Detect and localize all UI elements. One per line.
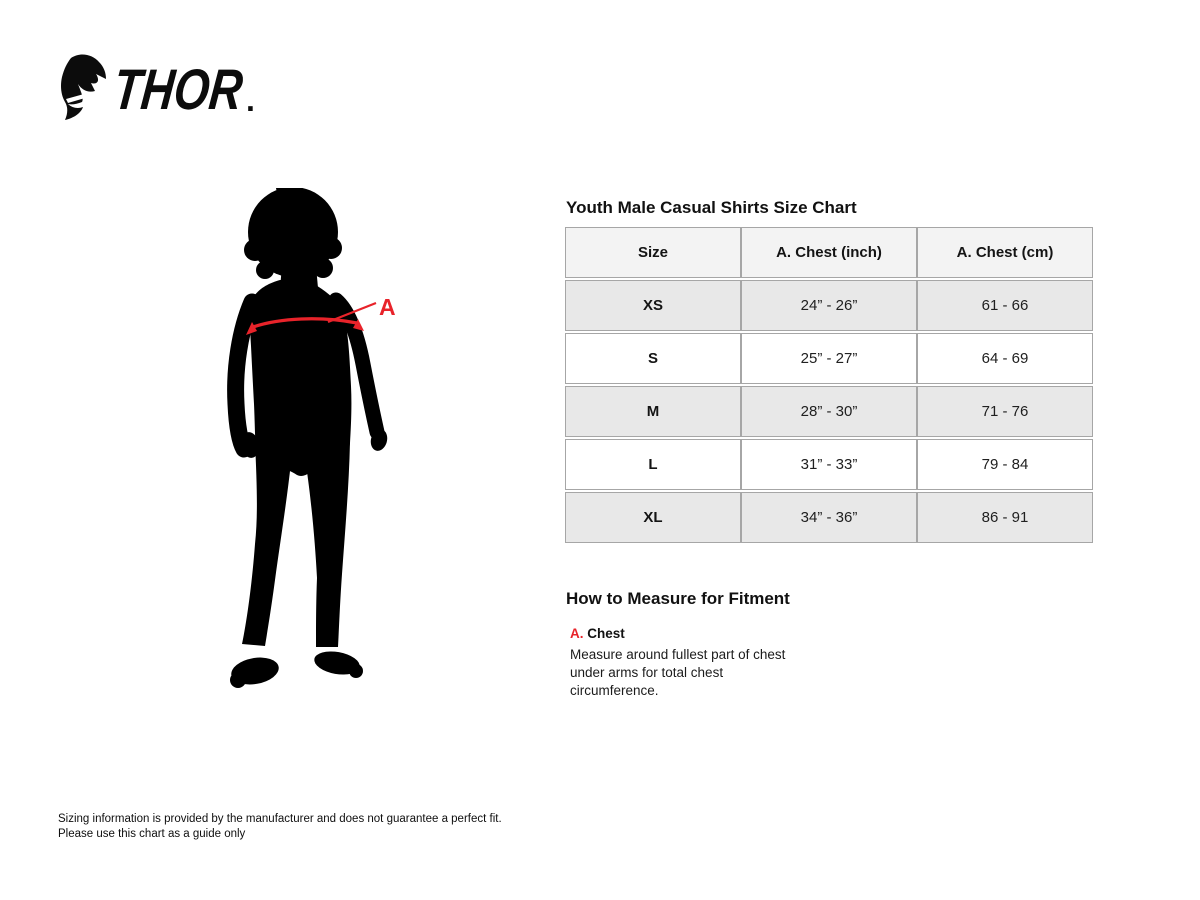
measure-item-key: A. — [570, 626, 584, 641]
chest-cm-cell: 64 - 69 — [917, 333, 1093, 384]
brand-logo — [58, 52, 278, 136]
thor-goat-icon — [60, 54, 108, 122]
size-cell: XS — [565, 280, 741, 331]
chest-inch-cell: 34” - 36” — [741, 492, 917, 543]
chest-cm-cell: 61 - 66 — [917, 280, 1093, 331]
measure-item-name: Chest — [587, 626, 625, 641]
size-cell: XL — [565, 492, 741, 543]
size-cell: L — [565, 439, 741, 490]
size-row-xl — [565, 492, 1093, 543]
size-chart-title: Youth Male Casual Shirts Size Chart — [566, 198, 857, 218]
size-row-s — [565, 333, 1093, 384]
measure-item-description: Measure around fullest part of chest under arms for total chest circumference. — [570, 647, 786, 698]
chest-inch-cell: 25” - 27” — [741, 333, 917, 384]
size-cell: S — [565, 333, 741, 384]
size-row-xs — [565, 280, 1093, 331]
disclaimer-line-2: Please use this chart as a guide only — [58, 828, 246, 840]
column-header-chest-inch: A. Chest (inch) — [741, 227, 917, 278]
brand-wordmark: THOR — [110, 58, 246, 122]
chest-inch-cell: 24” - 26” — [741, 280, 917, 331]
measure-item-label — [566, 626, 836, 641]
disclaimer — [58, 812, 502, 842]
disclaimer-line-1: Sizing information is provided by the manufacturer and does not guarantee a perfect fit. — [58, 813, 502, 825]
brand-trademark-dot: . — [246, 82, 255, 118]
header-row — [565, 227, 1093, 278]
measure-guide-title: How to Measure for Fitment — [566, 589, 790, 608]
size-row-m — [565, 386, 1093, 437]
size-cell: M — [565, 386, 741, 437]
measure-guide-section — [566, 589, 836, 700]
column-header-chest-cm: A. Chest (cm) — [917, 227, 1093, 278]
child-silhouette-figure — [225, 188, 425, 718]
chest-cm-cell: 71 - 76 — [917, 386, 1093, 437]
column-header-size: Size — [565, 227, 741, 278]
chest-inch-cell: 31” - 33” — [741, 439, 917, 490]
size-row-l — [565, 439, 1093, 490]
chest-label-a: A — [379, 294, 396, 320]
size-chart-table — [565, 225, 1093, 545]
silhouette-body — [229, 188, 389, 688]
chest-cm-cell: 79 - 84 — [917, 439, 1093, 490]
chest-inch-cell: 28” - 30” — [741, 386, 917, 437]
chest-cm-cell: 86 - 91 — [917, 492, 1093, 543]
